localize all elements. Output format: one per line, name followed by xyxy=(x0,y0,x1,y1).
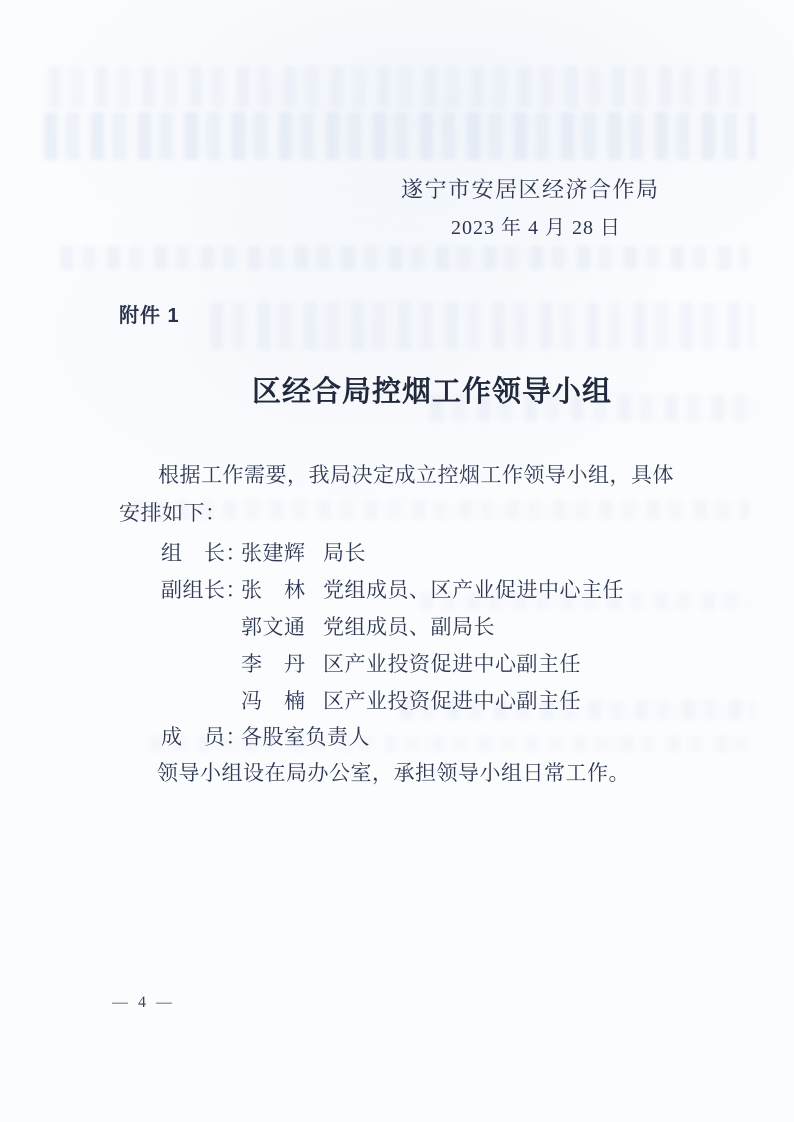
roster-title: 局长 xyxy=(323,541,366,565)
intro-line-1: 根据工作需要，我局决定成立控烟工作领导小组，具体 xyxy=(158,463,674,487)
roster-title: 区产业投资促进中心副主任 xyxy=(323,689,581,713)
roster-title: 各股室负责人 xyxy=(241,725,370,749)
roster-row-deputy xyxy=(161,685,581,715)
roster-row-leader xyxy=(161,537,366,567)
issuer-signature: 遂宁市安居区经济合作局 xyxy=(401,177,660,202)
roster-title: 区产业投资促进中心副主任 xyxy=(323,652,581,676)
roster-title: 党组成员、区产业促进中心主任 xyxy=(323,578,624,602)
roster-role-label: 成 员： xyxy=(161,725,247,749)
roster-row-deputy xyxy=(161,611,495,641)
document-title: 区经合局控烟工作领导小组 xyxy=(252,376,613,408)
bleed-through-artifact xyxy=(48,66,754,108)
closing-line: 领导小组设在局办公室，承担领导小组日常工作。 xyxy=(157,761,630,785)
roster-name: 李 丹 xyxy=(241,652,306,676)
bleed-through-artifact xyxy=(60,246,750,270)
roster-title: 党组成员、副局长 xyxy=(323,615,495,639)
roster-row-members xyxy=(161,721,370,751)
roster-name: 张 林 xyxy=(241,578,306,602)
attachment-label: 附件 1 xyxy=(119,305,180,327)
intro-line-2: 安排如下： xyxy=(119,501,227,525)
roster-name: 冯 楠 xyxy=(241,689,306,713)
bleed-through-artifact xyxy=(44,112,756,160)
roster-name: 张建辉 xyxy=(241,541,306,565)
roster-name: 郭文通 xyxy=(241,615,306,639)
roster-role-label: 副组长： xyxy=(161,578,247,602)
roster-row-deputy xyxy=(161,574,624,604)
page-number: — 4 — xyxy=(112,994,175,1011)
roster-role-label: 组 长： xyxy=(161,541,247,565)
bleed-through-artifact xyxy=(210,302,755,350)
roster-row-deputy xyxy=(161,648,581,678)
issue-date: 2023 年 4 月 28 日 xyxy=(451,217,621,239)
